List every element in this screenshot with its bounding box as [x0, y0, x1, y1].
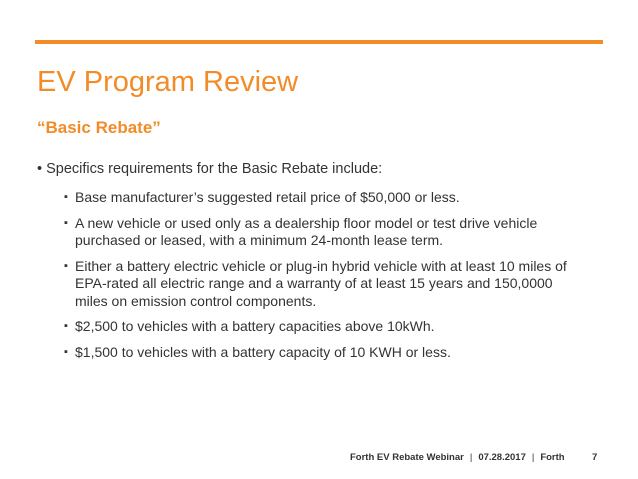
slide-title: EV Program Review: [37, 66, 299, 98]
list-item: [64, 258, 584, 311]
footer-separator: |: [469, 452, 473, 463]
list-item-text: Either a battery electric vehicle or plug-in hybrid vehicle with at least 10 miles of EPA-rated all electric range and a warranty of at least 15 years and 150,0000 miles on emission control components.: [75, 257, 567, 309]
list-item-text: $1,500 to vehicles with a battery capacity of 10 KWH or less.: [75, 343, 451, 360]
requirements-list: [64, 189, 584, 369]
slide-footer: [350, 452, 565, 463]
intro-bullet-item: [37, 161, 382, 177]
footer-event: Forth EV Rebate Webinar: [350, 452, 464, 463]
bullet-icon: •: [37, 161, 43, 177]
page-number: 7: [592, 452, 598, 463]
list-item: [64, 318, 584, 336]
intro-text: Specifics requirements for the Basic Rebate include:: [46, 161, 383, 177]
square-bullet-icon: ▪: [64, 320, 68, 332]
square-bullet-icon: ▪: [64, 191, 68, 203]
footer-org: Forth: [540, 452, 565, 463]
list-item-text: A new vehicle or used only as a dealership floor model or test drive vehicle purchased or leased, with a minimum 24-month lease term.: [75, 214, 538, 248]
slide-subtitle: “Basic Rebate”: [37, 118, 161, 137]
square-bullet-icon: ▪: [64, 259, 68, 272]
square-bullet-icon: ▪: [64, 216, 68, 229]
square-bullet-icon: ▪: [64, 345, 68, 358]
list-item: [64, 215, 584, 250]
footer-separator: |: [531, 452, 535, 463]
list-item-text: Base manufacturer’s suggested retail price of $50,000 or less.: [75, 189, 460, 205]
list-item: [64, 344, 584, 362]
list-item: [64, 189, 584, 207]
header-rule: [35, 40, 603, 44]
list-item-text: $2,500 to vehicles with a battery capacities above 10kWh.: [75, 318, 435, 334]
footer-date: 07.28.2017: [478, 452, 526, 463]
